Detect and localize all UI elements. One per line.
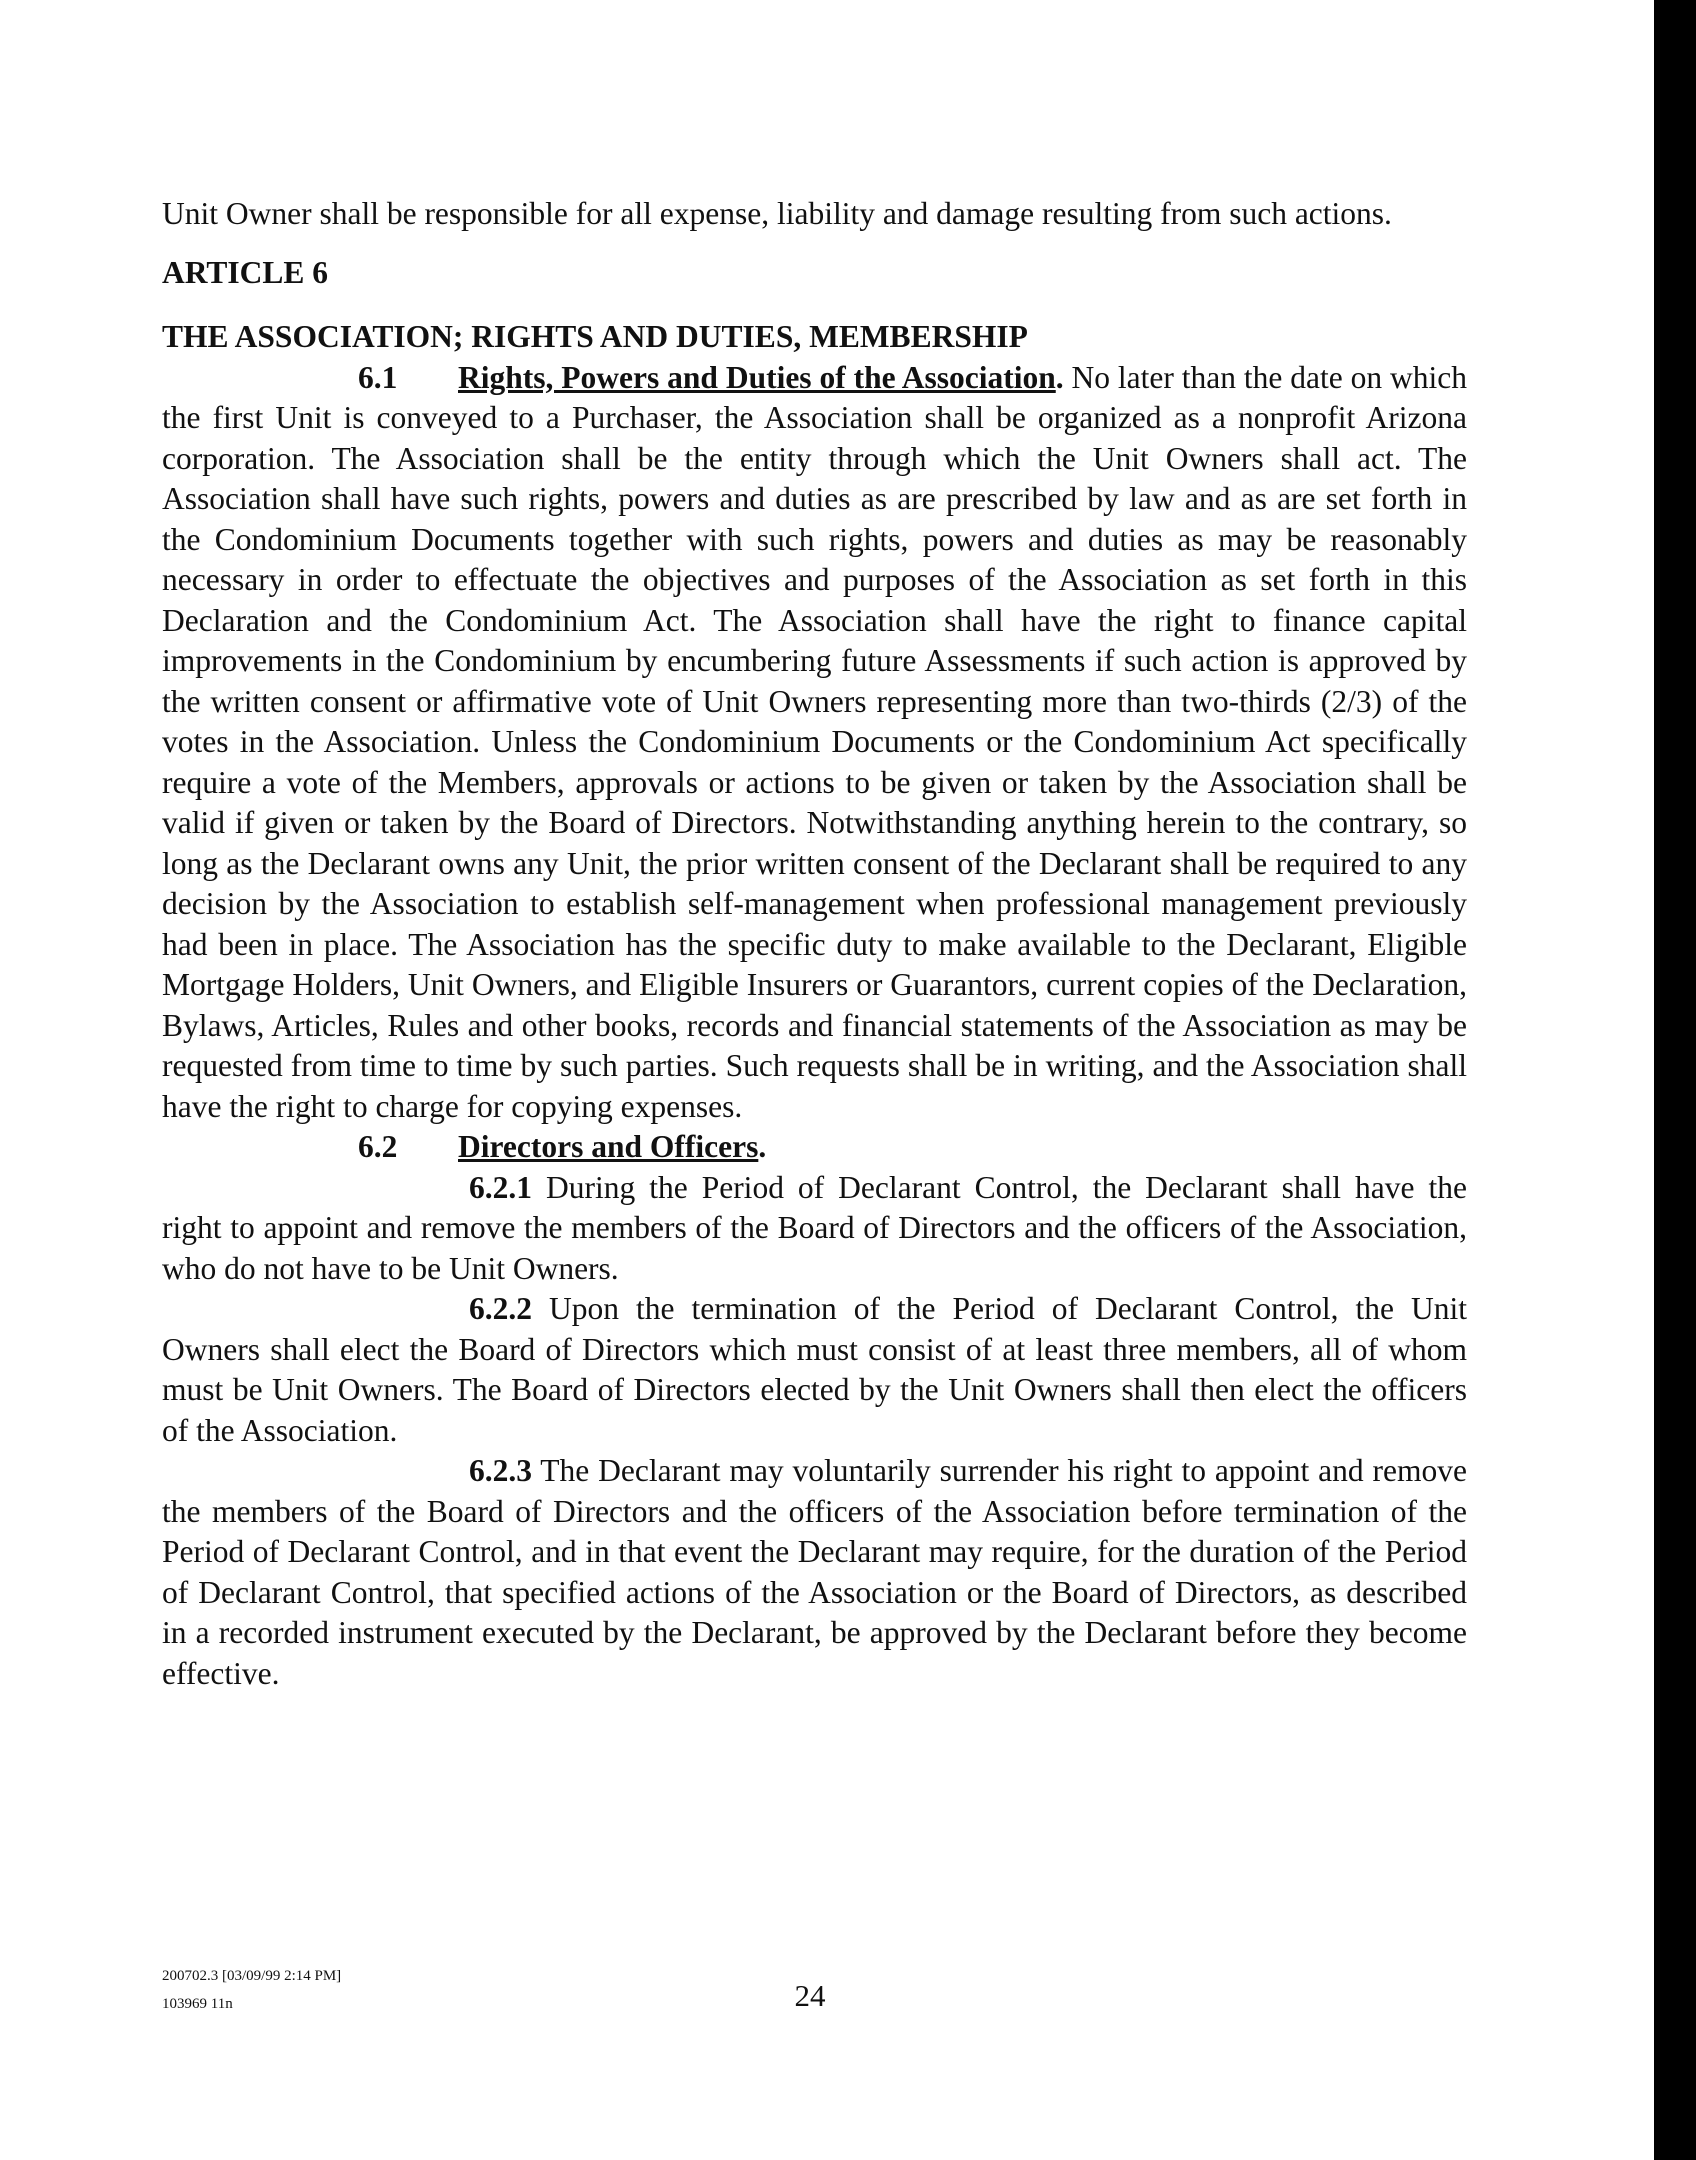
continuation-line: Unit Owner shall be responsible for all expense, liability and damage resulting from such actions. xyxy=(162,196,1392,231)
article-title: THE ASSOCIATION; RIGHTS AND DUTIES, MEMBERSHIP xyxy=(162,319,1028,354)
section-title-period: . xyxy=(1055,359,1064,395)
section-6-2-1 xyxy=(162,1168,1467,1290)
section-title-period: . xyxy=(758,1129,767,1164)
document-page xyxy=(162,194,1467,1694)
section-6-2-2 xyxy=(162,1289,1467,1451)
section-number: 6.2.3 xyxy=(469,1453,532,1488)
doc-code-number: 103969 11n xyxy=(162,1996,233,2012)
section-title: Directors and Officers xyxy=(458,1129,759,1164)
section-6-1 xyxy=(162,358,1467,1128)
section-number: 6.2.2 xyxy=(469,1291,532,1326)
scan-edge-bar xyxy=(1654,0,1696,2160)
section-body: During the Period of Declarant Control, the Declarant shall have the right to appoint and remove the members of the Board of Directors and the officers of the Association, who do not have to be Unit Owners. xyxy=(162,1169,1467,1286)
article-number: ARTICLE 6 xyxy=(162,254,329,290)
doc-code-version: 200702.3 [03/09/99 2:14 PM] xyxy=(162,1968,342,1984)
section-number: 6.2 xyxy=(358,1129,398,1164)
section-6-2-3 xyxy=(162,1451,1467,1694)
page-number: 24 xyxy=(794,1978,826,2013)
section-title: Rights, Powers and Duties of the Association xyxy=(458,359,1056,395)
section-6-2-heading xyxy=(162,1127,1467,1168)
section-body: No later than the date on which the first Unit is conveyed to a Purchaser, the Association shall be organized as a nonprofit Arizona corporation. The Association shall be the entity through which the Unit Owners shall act. The Association shall have such rights, powers and duties as are prescribed by law and as are set forth in the Condominium Documents together with such rights, powers and duties as may be reasonably necessary in order to effectuate the objectives and purposes of the Association as set forth in this Declaration and the Condominium Act. The Association shall have the right to finance capital improvements in the Condominium by encumbering future Assessments if such action is approved by the written consent or affirmative vote of Unit Owners representing more than two-thirds (2/3) of the votes in the Association. Unless the Condominium Documents or the Condominium Act specifically require a vote of the Members, approvals or actions to be given or taken by the Association shall be valid if given or taken by the Board of Directors. Notwithstanding anything herein to the contrary, so long as the Declarant owns any Unit, the prior written consent of the Declarant shall be required to any decision by the Association to establish self-management when professional management previously had been in place. The Association has the specific duty to make available to the Declarant, Eligible Mortgage Holders, Unit Owners, and Eligible Insurers or Guarantors, current copies of the Declaration, Bylaws, Articles, Rules and other books, records and financial statements of the Association as may be requested from time to time by such parties. Such requests shall be in writing, and the Association shall have the right to charge for copying expenses. xyxy=(162,359,1467,1124)
section-number: 6.1 xyxy=(358,359,398,395)
section-body: The Declarant may voluntarily surrender his right to appoint and remove the members of the Board of Directors and the officers of the Association before termination of the Period of Declarant Control, and in that event the Declarant may require, for the duration of the Period of Declarant Control, that specified actions of the Association or the Board of Directors, as described in a recorded instrument executed by the Declarant, be approved by the Declarant before they become effective. xyxy=(162,1453,1467,1691)
section-number: 6.2.1 xyxy=(469,1169,532,1205)
section-body: Upon the termination of the Period of Declarant Control, the Unit Owners shall elect the Board of Directors which must consist of at least three members, all of whom must be Unit Owners. The Board of Directors elected by the Unit Owners shall then elect the officers of the Association. xyxy=(162,1291,1467,1448)
